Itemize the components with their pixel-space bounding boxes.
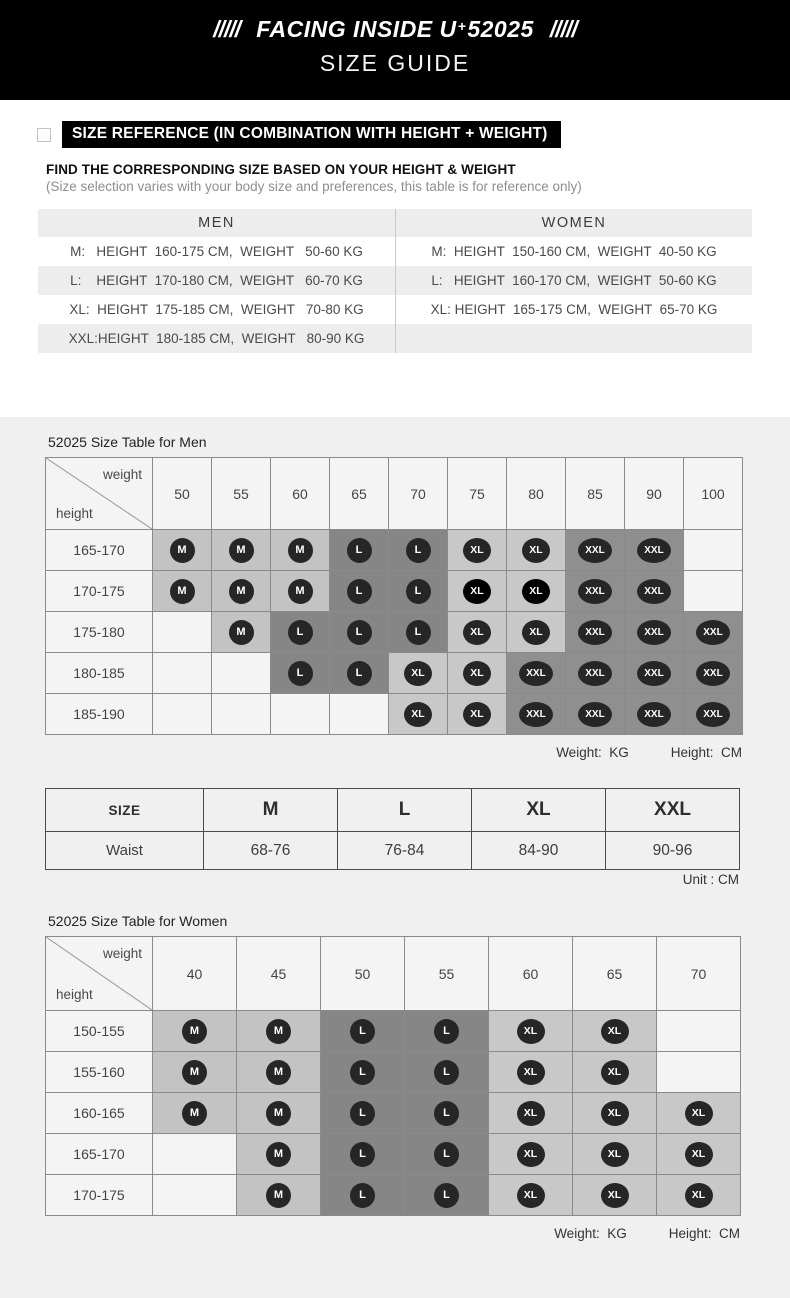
size-cell (573, 1134, 657, 1175)
height-unit-label: Height: CM (668, 1226, 740, 1241)
size-cell (448, 530, 507, 571)
size-cell (237, 1175, 321, 1216)
size-cell (405, 1134, 489, 1175)
weight-col-header: 65 (330, 458, 389, 530)
page-header (0, 0, 790, 100)
men-women-reference-table (38, 209, 752, 353)
weight-col-header: 100 (684, 458, 743, 530)
reference-cell: M: HEIGHT 160-175 CM, WEIGHT 50-60 KG (38, 237, 395, 266)
size-badge: XXL (696, 620, 730, 645)
size-cell (321, 1175, 405, 1216)
weight-height-corner (46, 937, 152, 1010)
grid-row (46, 1134, 741, 1175)
weight-col-header: 60 (271, 458, 330, 530)
size-reference-section (0, 100, 790, 417)
waist-col-header: XL (472, 789, 606, 832)
grid-header-row (46, 458, 743, 530)
size-cell (566, 653, 625, 694)
size-cell (330, 530, 389, 571)
size-cell (321, 1093, 405, 1134)
size-badge: L (347, 538, 372, 563)
corner-cell (46, 937, 153, 1011)
size-badge: XL (517, 1019, 545, 1044)
size-cell (573, 1093, 657, 1134)
size-badge: L (350, 1101, 375, 1126)
reference-cell: XL: HEIGHT 165-175 CM, WEIGHT 65-70 KG (395, 295, 752, 324)
size-cell (489, 1093, 573, 1134)
reference-cell: XXL:HEIGHT 180-185 CM, WEIGHT 80-90 KG (38, 324, 395, 353)
weight-col-header: 70 (389, 458, 448, 530)
size-cell (212, 571, 271, 612)
grid-row (46, 653, 743, 694)
size-badge: XXL (578, 538, 612, 563)
bullet-square-icon (37, 128, 51, 142)
size-badge: XXL (637, 538, 671, 563)
size-cell (489, 1175, 573, 1216)
size-cell (271, 571, 330, 612)
waist-col-header: XXL (606, 789, 740, 832)
weight-col-header: 60 (489, 937, 573, 1011)
empty-cell (153, 653, 212, 694)
height-row-header: 185-190 (46, 694, 153, 735)
size-cell (153, 1093, 237, 1134)
size-badge: M (182, 1101, 207, 1126)
grid-row (46, 1011, 741, 1052)
size-badge: XXL (696, 702, 730, 727)
size-cell (625, 530, 684, 571)
size-cell (237, 1052, 321, 1093)
section-note: (Size selection varies with your body size and preferences, this table is for reference only) (46, 179, 582, 194)
height-row-header: 175-180 (46, 612, 153, 653)
men-units (45, 745, 742, 760)
weight-col-header: 90 (625, 458, 684, 530)
size-badge: XXL (578, 620, 612, 645)
size-badge: M (182, 1019, 207, 1044)
size-badge: L (350, 1019, 375, 1044)
weight-col-header: 75 (448, 458, 507, 530)
brand-plus: + (457, 18, 467, 34)
section-title: SIZE REFERENCE (IN COMBINATION WITH HEIGHT + WEIGHT) (62, 121, 561, 148)
size-badge: M (288, 579, 313, 604)
size-badge: L (406, 538, 431, 563)
size-badge: XL (463, 620, 491, 645)
empty-cell (657, 1011, 741, 1052)
size-cell (405, 1093, 489, 1134)
height-row-header: 155-160 (46, 1052, 153, 1093)
size-cell (489, 1011, 573, 1052)
size-cell (271, 612, 330, 653)
men-table-title: 52025 Size Table for Men (48, 434, 207, 450)
size-cell (321, 1052, 405, 1093)
size-badge: M (229, 538, 254, 563)
size-cell (212, 530, 271, 571)
brand-title (0, 16, 790, 43)
reference-cell: L: HEIGHT 160-170 CM, WEIGHT 50-60 KG (395, 266, 752, 295)
women-units (45, 1226, 740, 1241)
size-cell (389, 612, 448, 653)
size-badge: L (434, 1060, 459, 1085)
height-unit-label: Height: CM (670, 745, 742, 760)
corner-cell (46, 458, 153, 530)
size-badge: XL (522, 538, 550, 563)
size-badge: XL (601, 1060, 629, 1085)
size-badge: L (434, 1019, 459, 1044)
waist-row (46, 832, 740, 870)
size-cell (657, 1175, 741, 1216)
size-cell (625, 571, 684, 612)
page-title: SIZE GUIDE (319, 50, 471, 76)
size-badge: XL (517, 1142, 545, 1167)
height-row-header: 160-165 (46, 1093, 153, 1134)
size-badge: L (347, 661, 372, 686)
waist-value-cell: 84-90 (472, 832, 606, 870)
empty-cell (153, 694, 212, 735)
size-badge: L (288, 620, 313, 645)
weight-unit-label: Weight: KG (554, 1226, 627, 1241)
size-badge: L (350, 1183, 375, 1208)
waist-row-header: Waist (46, 832, 204, 870)
size-cell (389, 530, 448, 571)
size-cell (507, 530, 566, 571)
size-cell (566, 571, 625, 612)
size-badge: XXL (519, 702, 553, 727)
reference-cell: M: HEIGHT 150-160 CM, WEIGHT 40-50 KG (395, 237, 752, 266)
brand-number: 52025 (467, 16, 534, 42)
size-badge: L (434, 1101, 459, 1126)
weight-col-header: 65 (573, 937, 657, 1011)
size-badge: XXL (578, 702, 612, 727)
size-badge: M (229, 579, 254, 604)
size-badge: M (229, 620, 254, 645)
size-badge: XXL (637, 702, 671, 727)
size-cell (489, 1052, 573, 1093)
size-cell (448, 653, 507, 694)
grid-row (46, 1093, 741, 1134)
size-badge: M (182, 1060, 207, 1085)
size-badge: M (266, 1019, 291, 1044)
size-badge: M (170, 579, 195, 604)
empty-cell (657, 1052, 741, 1093)
section-subtitle: FIND THE CORRESPONDING SIZE BASED ON YOUR HEIGHT & WEIGHT (46, 162, 516, 177)
weight-col-header: 40 (153, 937, 237, 1011)
size-badge: M (266, 1142, 291, 1167)
corner-weight-label: weight (102, 467, 142, 482)
size-cell (625, 612, 684, 653)
size-cell (153, 571, 212, 612)
size-cell (657, 1134, 741, 1175)
size-cell (684, 694, 743, 735)
size-badge: XL (517, 1183, 545, 1208)
size-cell (330, 571, 389, 612)
brand-text: FACING INSIDE U (256, 16, 457, 42)
size-badge: XL (601, 1019, 629, 1044)
size-badge: XXL (696, 661, 730, 686)
weight-col-header: 70 (657, 937, 741, 1011)
empty-cell (153, 1175, 237, 1216)
size-cell (489, 1134, 573, 1175)
empty-cell (153, 612, 212, 653)
height-row-header: 150-155 (46, 1011, 153, 1052)
size-cell (566, 694, 625, 735)
weight-col-header: 50 (321, 937, 405, 1011)
men-size-grid-table (45, 457, 743, 735)
size-badge: M (266, 1101, 291, 1126)
size-badge: XL (463, 661, 491, 686)
size-cell (566, 530, 625, 571)
weight-col-header: 85 (566, 458, 625, 530)
height-row-header: 180-185 (46, 653, 153, 694)
height-row-header: 170-175 (46, 571, 153, 612)
size-badge: XL (601, 1101, 629, 1126)
size-badge: XL (601, 1183, 629, 1208)
reference-row (38, 266, 752, 295)
size-cell (657, 1093, 741, 1134)
column-header: MEN (38, 209, 395, 237)
height-row-header: 165-170 (46, 530, 153, 571)
size-cell (507, 653, 566, 694)
size-cell (405, 1175, 489, 1216)
reference-row (38, 237, 752, 266)
reference-row (38, 295, 752, 324)
size-badge: XL (404, 702, 432, 727)
size-badge: L (350, 1142, 375, 1167)
size-cell (684, 612, 743, 653)
size-badge: L (434, 1183, 459, 1208)
size-cell (389, 571, 448, 612)
grid-row (46, 612, 743, 653)
size-cell (684, 653, 743, 694)
size-cell (389, 653, 448, 694)
weight-col-header: 45 (237, 937, 321, 1011)
size-badge: XXL (637, 579, 671, 604)
size-cell (625, 653, 684, 694)
size-cell (237, 1134, 321, 1175)
section-title-row (37, 121, 790, 148)
waist-value-cell: 90-96 (606, 832, 740, 870)
size-badge: XXL (578, 579, 612, 604)
size-cell (153, 1052, 237, 1093)
size-badge: XL (404, 661, 432, 686)
waist-header-row (46, 789, 740, 832)
reference-cell (395, 324, 752, 353)
reference-row (38, 324, 752, 353)
size-cell (389, 694, 448, 735)
size-cell (237, 1011, 321, 1052)
waist-value-cell: 68-76 (204, 832, 338, 870)
corner-height-label: height (56, 987, 93, 1002)
waist-unit-label: Unit : CM (682, 872, 739, 887)
size-cell (507, 694, 566, 735)
waist-value-cell: 76-84 (338, 832, 472, 870)
women-size-grid-table (45, 936, 741, 1216)
size-badge: XL (463, 538, 491, 563)
size-badge: XXL (637, 620, 671, 645)
empty-cell (271, 694, 330, 735)
size-cell (566, 612, 625, 653)
weight-unit-label: Weight: KG (556, 745, 629, 760)
size-cell (330, 653, 389, 694)
size-badge: XL (517, 1101, 545, 1126)
size-badge: L (347, 620, 372, 645)
weight-col-header: 55 (212, 458, 271, 530)
size-cell (448, 612, 507, 653)
height-row-header: 170-175 (46, 1175, 153, 1216)
waist-col-header: M (204, 789, 338, 832)
grid-row (46, 571, 743, 612)
size-cell (153, 1011, 237, 1052)
size-badge: XL (685, 1101, 713, 1126)
size-badge: XL (517, 1060, 545, 1085)
empty-cell (684, 571, 743, 612)
size-badge: XL (463, 579, 491, 604)
size-cell (625, 694, 684, 735)
corner-height-label: height (56, 506, 93, 521)
women-table-title: 52025 Size Table for Women (48, 913, 228, 929)
size-cell (573, 1011, 657, 1052)
waist-col-header: L (338, 789, 472, 832)
size-badge: L (406, 620, 431, 645)
grid-row (46, 1052, 741, 1093)
size-cell (405, 1052, 489, 1093)
size-cell (271, 530, 330, 571)
size-badge: XXL (519, 661, 553, 686)
size-badge: XXL (578, 661, 612, 686)
empty-cell (212, 694, 271, 735)
corner-weight-label: weight (102, 946, 142, 961)
size-cell (271, 653, 330, 694)
size-badge: M (170, 538, 195, 563)
size-badge: XL (685, 1142, 713, 1167)
size-badge: XL (685, 1183, 713, 1208)
size-cell (153, 530, 212, 571)
size-badge: M (288, 538, 313, 563)
reference-cell: XL: HEIGHT 175-185 CM, WEIGHT 70-80 KG (38, 295, 395, 324)
empty-cell (153, 1134, 237, 1175)
size-badge: XL (463, 702, 491, 727)
reference-cell: L: HEIGHT 170-180 CM, WEIGHT 60-70 KG (38, 266, 395, 295)
column-header: WOMEN (395, 209, 752, 237)
waist-size-table (45, 788, 740, 870)
size-badge: L (406, 579, 431, 604)
empty-cell (684, 530, 743, 571)
size-badge: XXL (637, 661, 671, 686)
reference-header-row (38, 209, 752, 237)
slashes-left-icon: ///// (213, 16, 241, 42)
weight-height-corner (46, 458, 152, 529)
size-cell (573, 1052, 657, 1093)
size-badge: L (434, 1142, 459, 1167)
grid-header-row (46, 937, 741, 1011)
size-badge: L (288, 661, 313, 686)
weight-col-header: 55 (405, 937, 489, 1011)
grid-row (46, 694, 743, 735)
size-badge: M (266, 1183, 291, 1208)
size-badge: M (266, 1060, 291, 1085)
size-cell (507, 612, 566, 653)
size-cell (448, 571, 507, 612)
size-cell (212, 612, 271, 653)
weight-col-header: 50 (153, 458, 212, 530)
size-badge: L (347, 579, 372, 604)
size-cell (321, 1134, 405, 1175)
size-badge: XL (522, 620, 550, 645)
slashes-right-icon: ///// (549, 16, 577, 42)
size-cell (405, 1011, 489, 1052)
women-block (45, 913, 745, 1241)
grid-row (46, 1175, 741, 1216)
size-badge: L (350, 1060, 375, 1085)
waist-col-header: SIZE (46, 789, 204, 832)
size-badge: XL (522, 579, 550, 604)
size-cell (448, 694, 507, 735)
empty-cell (330, 694, 389, 735)
size-cell (573, 1175, 657, 1216)
grid-row (46, 530, 743, 571)
size-cell (507, 571, 566, 612)
empty-cell (212, 653, 271, 694)
size-cell (330, 612, 389, 653)
size-cell (237, 1093, 321, 1134)
weight-col-header: 80 (507, 458, 566, 530)
size-badge: XL (601, 1142, 629, 1167)
size-cell (321, 1011, 405, 1052)
size-tables-section (0, 417, 790, 1298)
height-row-header: 165-170 (46, 1134, 153, 1175)
